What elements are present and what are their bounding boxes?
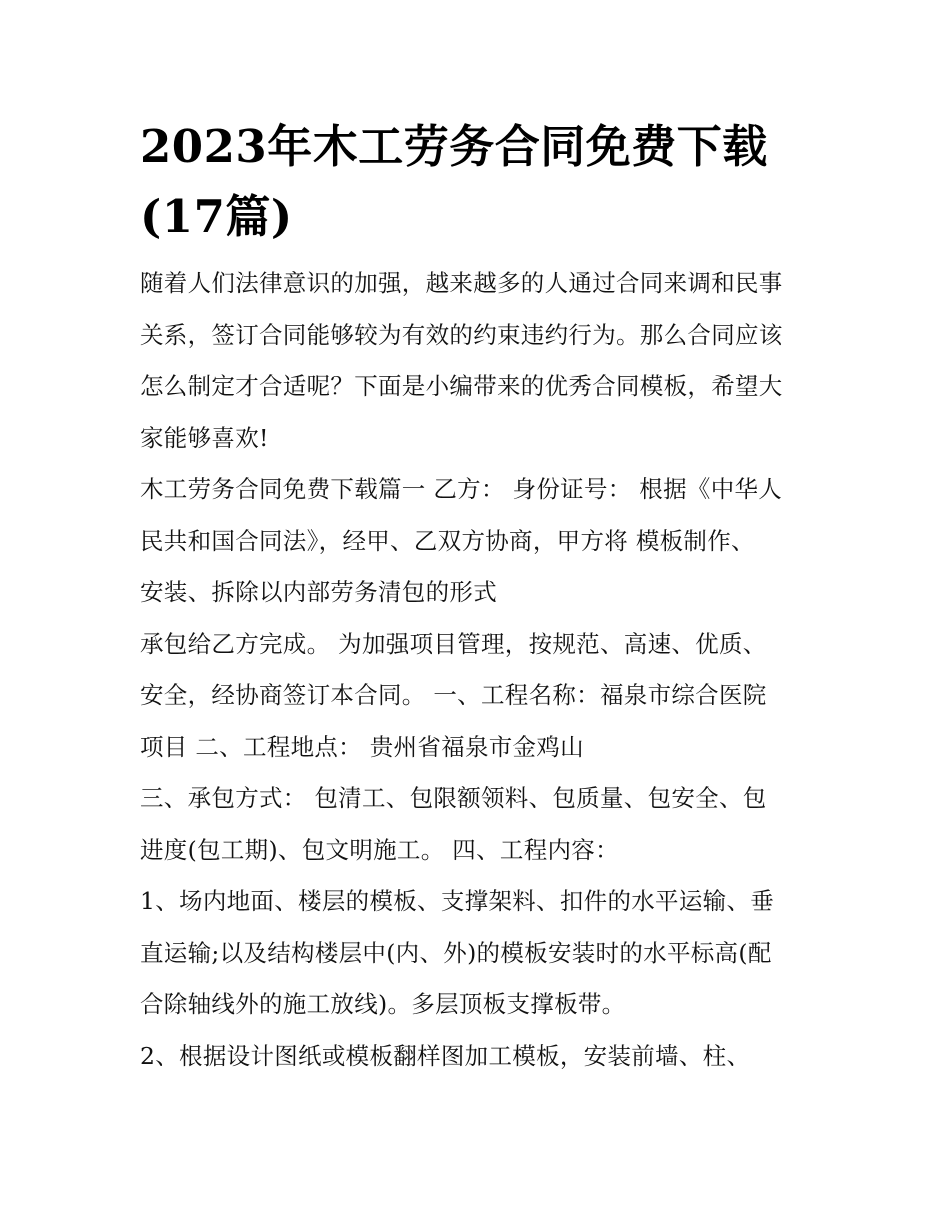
body-line: 2、根据设计图纸或模板翻样图加工模板，安装前墙、柱、 xyxy=(140,1041,751,1070)
body-line: 随着人们法律意识的加强，越来越多的人通过合同来调和民事 xyxy=(140,269,783,297)
body-line: 1、场内地面、楼层的模板、支撑架料、扣件的水平运输、垂 xyxy=(140,887,775,915)
body-line: 木工劳务合同免费下载篇一 乙方： 身份证号： 根据《中华人 xyxy=(140,475,783,503)
body-line: 家能够喜欢! xyxy=(140,423,269,452)
document-page xyxy=(140,112,820,1082)
body-line: 怎么制定才合适呢？下面是小编带来的优秀合同模板，希望大 xyxy=(140,372,783,400)
body-line: 三、承包方式： 包清工、包限额领料、包质量、包安全、包 xyxy=(140,784,767,812)
body-line: 安全，经协商签订本合同。 一、工程名称：福泉市综合医院 xyxy=(140,681,767,709)
title-line: (17篇) xyxy=(140,190,293,243)
body-line: 进度(包工期)、包文明施工。 四、工程内容： xyxy=(140,835,619,864)
body-line: 民共和国合同法》，经甲、乙双方协商，甲方将 模板制作、 xyxy=(140,526,755,555)
document-body xyxy=(140,258,820,1082)
body-line: 合除轴线外的施工放线)。多层顶板支撑板带。 xyxy=(140,990,626,1018)
document-title xyxy=(140,112,820,252)
body-line: 关系，签订合同能够较为有效的约束违约行为。那么合同应该 xyxy=(140,320,783,349)
title-line: 2023年木工劳务合同免费下载 xyxy=(140,120,768,173)
body-line: 安装、拆除以内部劳务清包的形式 xyxy=(140,578,497,606)
body-line: 直运输;以及结构楼层中(内、外)的模板安装时的水平标高(配 xyxy=(140,938,772,967)
body-line: 承包给乙方完成。 为加强项目管理，按规范、高速、优质、 xyxy=(140,629,767,658)
body-line: 项目 二、工程地点： 贵州省福泉市金鸡山 xyxy=(140,732,584,761)
